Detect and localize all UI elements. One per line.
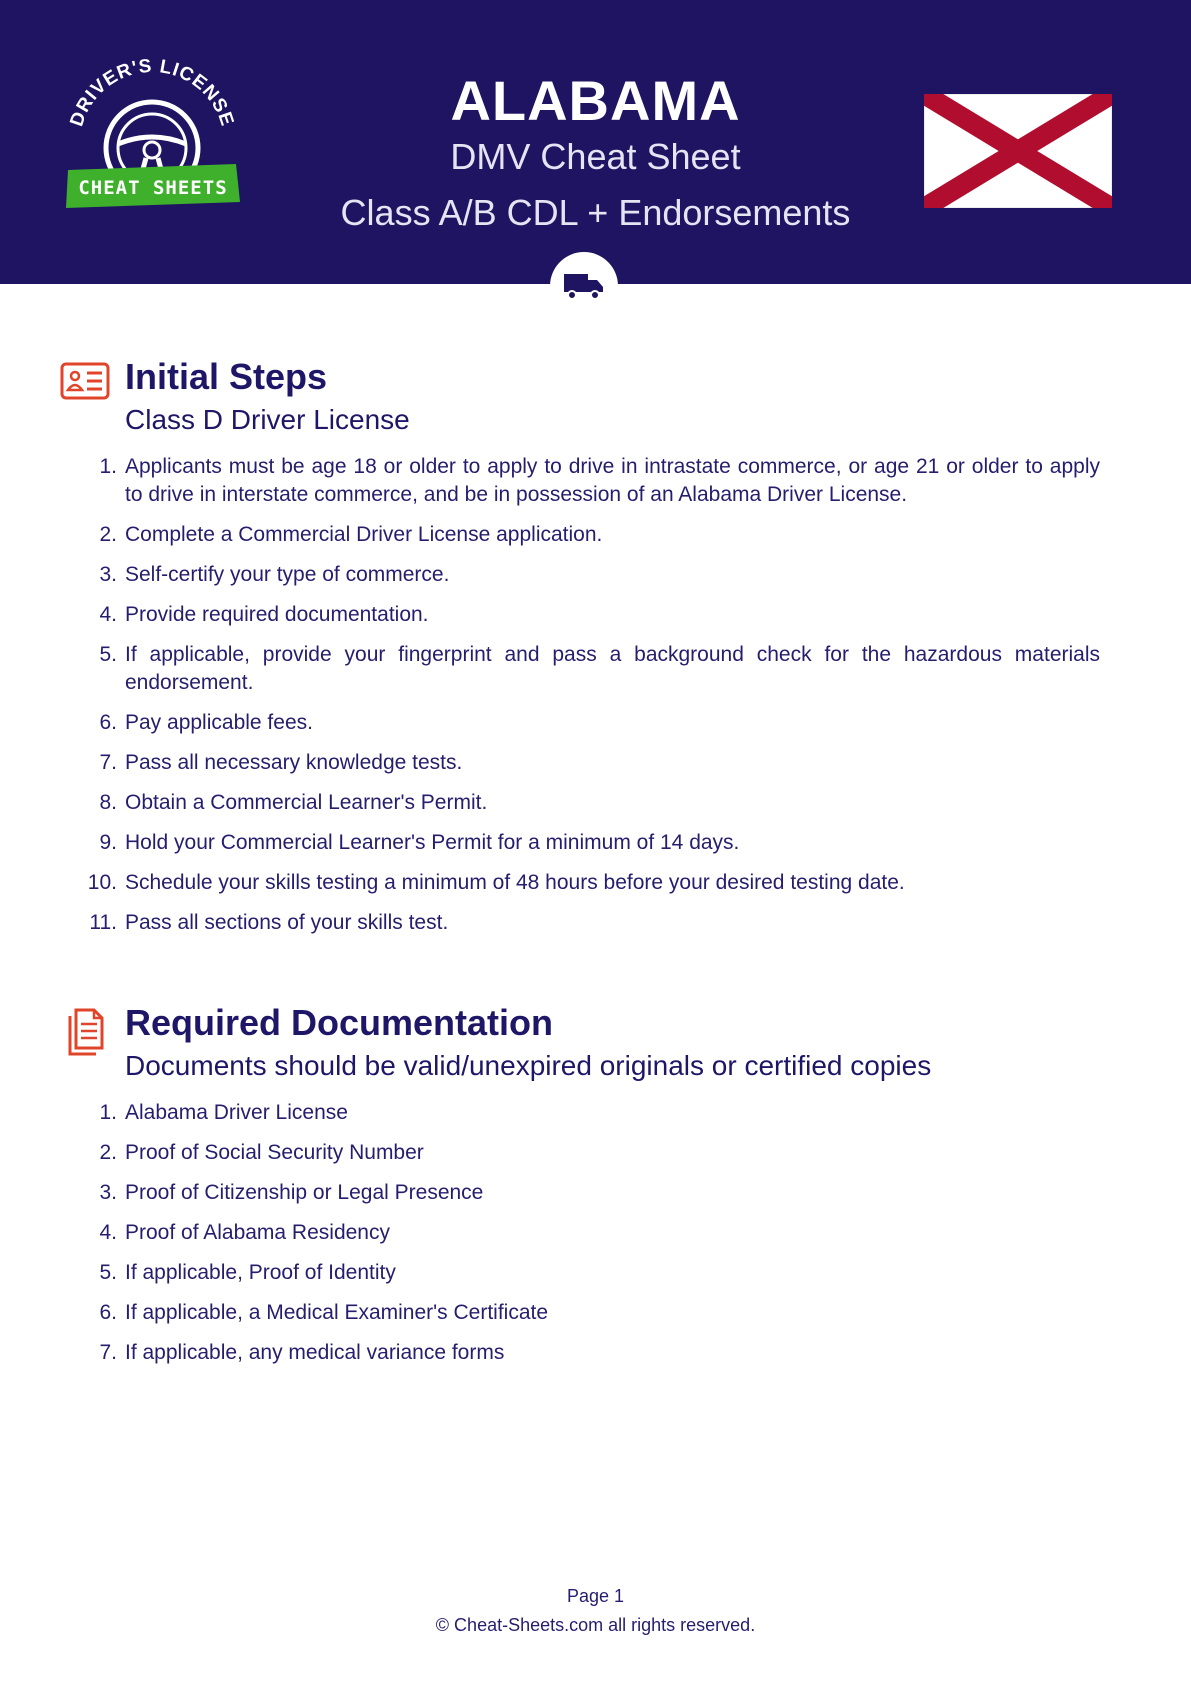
list-item: 1. Applicants must be age 18 or older to apply to drive in intrastate commerce, or age 21 or older to apply to drive in interstate commerce, and be in possession of an Alabama Driver License. [99, 455, 1100, 506]
copyright-notice: © Cheat-Sheets.com all rights reserved. [435, 1615, 756, 1635]
list-item: 5. If applicable, provide your fingerprint and pass a background check for the hazardous materials endorsement. [99, 643, 1100, 694]
required-docs-list [99, 1099, 1100, 1379]
truck-badge [550, 252, 618, 320]
list-item: 11. Pass all sections of your skills test. [89, 911, 449, 934]
required-docs-subtitle: Documents should be valid/unexpired originals or certified copies [125, 1050, 932, 1081]
alabama-flag-icon [924, 94, 1112, 208]
list-item: 5. If applicable, Proof of Identity [99, 1261, 396, 1284]
list-item: 10. Schedule your skills testing a minimum of 48 hours before your desired testing date. [87, 871, 905, 894]
list-item: 7. Pass all necessary knowledge tests. [99, 751, 463, 774]
list-item: 3. Proof of Citizenship or Legal Presence [99, 1181, 484, 1204]
list-item: 8. Obtain a Commercial Learner's Permit. [99, 791, 488, 814]
logo-arc-text: DRIVER'S LICENSE [66, 55, 238, 130]
list-item: 6. If applicable, a Medical Examiner's Certificate [99, 1301, 549, 1324]
initial-steps-subtitle: Class D Driver License [125, 404, 410, 435]
page-header [0, 0, 1191, 284]
logo-banner-text: CHEAT SHEETS [78, 177, 228, 199]
initial-steps-title: Initial Steps [125, 356, 328, 397]
list-item: 6. Pay applicable fees. [99, 711, 313, 734]
page-subtitle-class: Class A/B CDL + Endorsements [340, 192, 851, 233]
list-item: 2. Proof of Social Security Number [99, 1141, 424, 1164]
truck-icon [564, 270, 604, 300]
list-item: 4. Proof of Alabama Residency [99, 1221, 390, 1244]
list-item: 1. Alabama Driver License [99, 1101, 348, 1124]
list-item: 9. Hold your Commercial Learner's Permit for a minimum of 14 days. [99, 831, 740, 854]
initial-steps-list [87, 453, 1100, 949]
list-item: 3. Self-certify your type of commerce. [99, 563, 450, 586]
list-item: 4. Provide required documentation. [99, 603, 429, 626]
list-item: 2. Complete a Commercial Driver License application. [99, 523, 603, 546]
list-item: 7. If applicable, any medical variance forms [99, 1341, 505, 1364]
required-docs-title: Required Documentation [125, 1002, 554, 1043]
page-number: Page 1 [566, 1586, 625, 1606]
id-card-icon [60, 362, 110, 400]
page-subtitle: DMV Cheat Sheet [450, 136, 741, 177]
document-icon [66, 1008, 104, 1056]
page-title: ALABAMA [450, 69, 741, 132]
